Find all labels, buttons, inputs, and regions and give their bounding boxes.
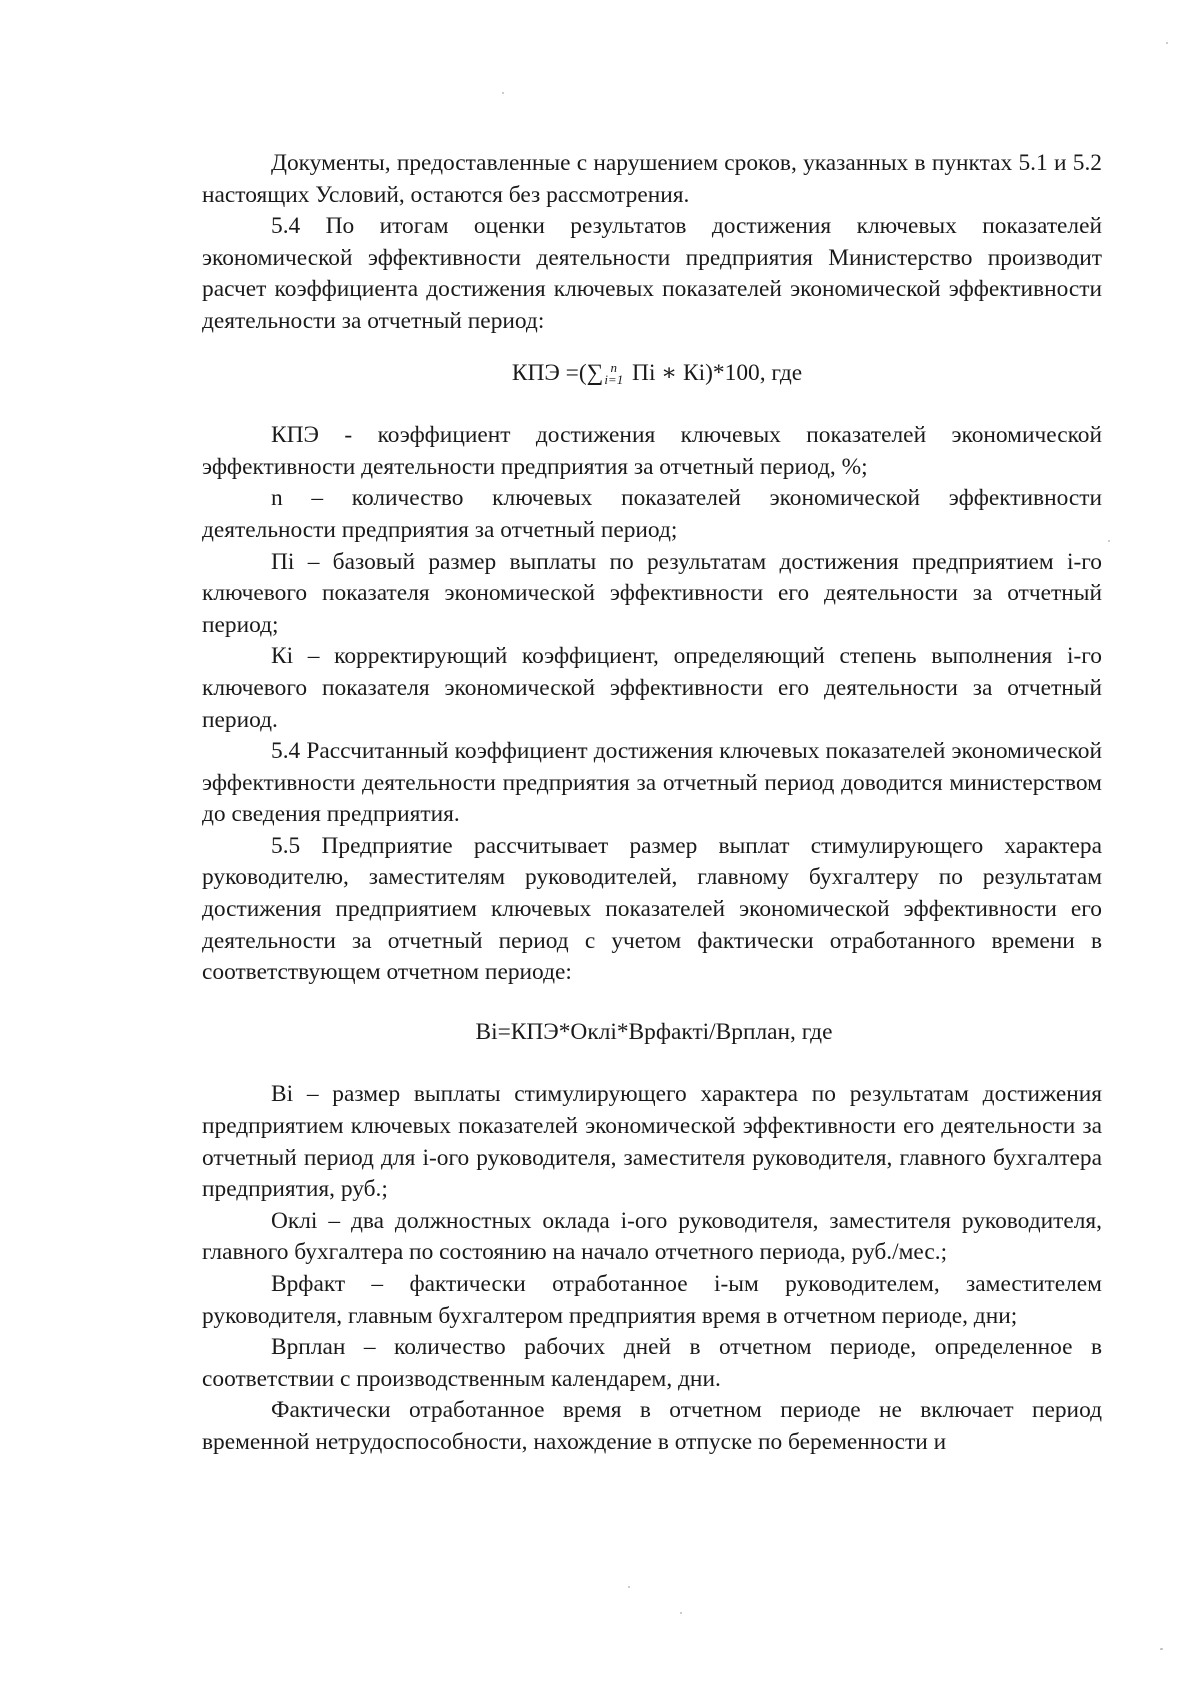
scan-speck [502,92,504,94]
paragraph-5-4-calculation: 5.4 По итогам оценки результатов достижения ключевых показателей экономической эффективности деятельности предприятия Министерство производит расчет коэффициента достижения ключевых показателей экономической эффективности деятельности за отчетный период: [202,213,1102,334]
definition-okli: Оклi – два должностных оклада i-ого руководителя, заместителя руководителя, главного бухгалтера по состоянию на начало отчетного периода, руб./мес.; [202,1207,1102,1266]
definition-bi: Вi – размер выплаты стимулирующего характера по результатам достижения предприятием ключевых показателей экономической эффективности его деятельности за отчетный период для i-ого руководителя, заместителя руководителя, главного бухгалтера предприятия, руб.; [202,1081,1102,1203]
formula-bi: Вi=КПЭ*Оклi*Врфактi/Врплан, где [475,1018,833,1045]
paragraph-actual-time: Фактически отработанное время в отчетном периоде не включает период временной нетрудоспособности, нахождение в отпуске по беременности и [202,1397,1102,1455]
scan-speck [628,1586,630,1588]
definition-pi: Пi – базовый размер выплаты по результатам достижения предприятием i-го ключевого показателя экономической эффективности его деятельности за отчетный период; [202,548,1102,638]
summation-symbol [587,358,604,390]
paragraph-5-4-notification: 5.4 Рассчитанный коэффициент достижения ключевых показателей экономической эффективности деятельности предприятия за отчетный период доводится министерством до сведения предприятия. [202,738,1102,828]
document-page [202,148,1102,1459]
paragraph-5-5-payments: 5.5 Предприятие рассчитывает размер выплат стимулирующего характера руководителю, заместителям руководителей, главному бухгалтеру по результатам достижения предприятием ключевых показателей экономической эффективности его деятельности за отчетный период с учетом фактически отработанного времени в соответствующем отчетном периоде: [202,832,1102,986]
summation-limits [604,362,623,386]
formula-kpe-suffix: Пi ∗ Кi)*100, где [626,359,803,386]
definition-n: n – количество ключевых показателей экономической эффективности деятельности предприятия за отчетный период; [202,485,1102,543]
scan-speck [1166,42,1168,44]
sum-sign: ∑ [586,359,604,386]
formula-kpe [202,358,1102,390]
sum-upper-limit: n [610,360,617,376]
scan-speck [680,1612,682,1614]
paragraph-late-documents: Документы, предоставленные с нарушением сроков, указанных в пунктах 5.1 и 5.2 настоящих Условий, остаются без рассмотрения. [202,150,1102,208]
formula-kpe-prefix: КПЭ =( [511,359,587,386]
definition-ki: Кi – корректирующий коэффициент, определяющий степень выполнения i-го ключевого показателя экономической эффективности его деятельности за отчетный период. [202,643,1102,733]
scan-speck [1160,1648,1163,1650]
scan-speck [1108,540,1110,542]
definition-vrplan: Врплан – количество рабочих дней в отчетном периоде, определенное в соответствии с производственным календарем, дни. [202,1334,1102,1392]
definition-vrfakt: Врфакт – фактически отработанное i-ым руководителем, заместителем руководителя, главным бухгалтером предприятия время в отчетном периоде, дни; [202,1271,1102,1329]
sum-lower-limit: i=1 [604,372,624,388]
definition-kpe: КПЭ - коэффициент достижения ключевых показателей экономической эффективности деятельности предприятия за отчетный период, %; [202,422,1102,480]
